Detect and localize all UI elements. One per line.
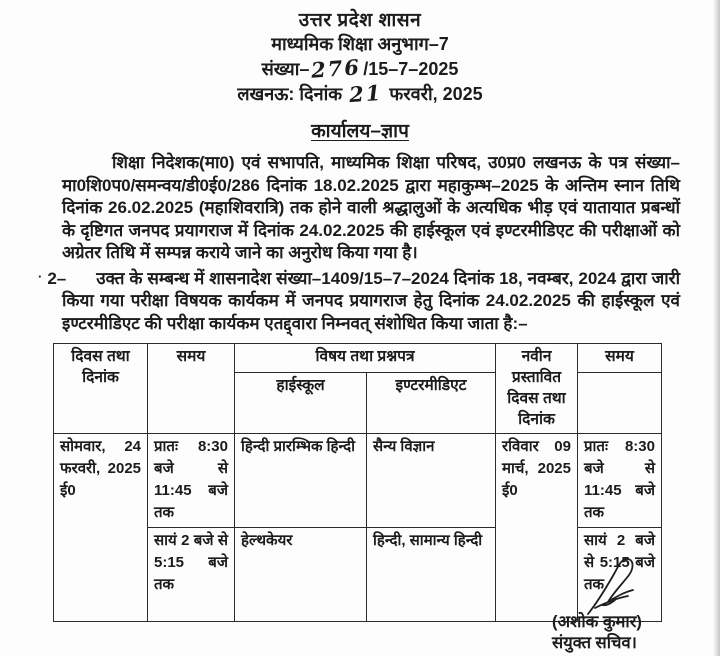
header-new-proposed-day: नवीन प्रस्तावित दिवस तथा दिनांक xyxy=(496,344,578,434)
header-subject-group: विषय तथा प्रश्नपत्र xyxy=(235,344,496,373)
cell-intermediate-morning: सैन्य विज्ञान xyxy=(367,434,496,528)
paragraph-2-bullet: · xyxy=(38,268,43,284)
doc-type-title: कार्यालय–ज्ञाप xyxy=(311,121,409,142)
paragraph-2-number: 2– xyxy=(47,268,67,288)
doc-type-wrap xyxy=(0,117,720,143)
cell-time-evening: सायं 2 बजे से 5:15 बजे तक xyxy=(148,528,235,622)
header-time-2-empty xyxy=(578,372,662,433)
paragraph-1: शिक्षा निदेशक(मा0) एवं सभापति, माध्यमिक शिक्षा परिषद, उ0प्र0 लखनऊ के पत्र संख्या–मा0शि0प0/समन्वय/डी0ई0/286 दिनांक 18.02.2025 द्वारा महाकुम्भ–2025 के अन्तिम स्नान तिथि दिनांक 26.02.2025 (महाशिवरात्रि) तक होने वाली श्रद्धालुओं के अत्यधिक भीड़ एवं यातायात प्रबन्धों के दृष्टिगत जनपद प्रयागराज में दिनांक 24.02.2025 की हाईस्कूल एवं इण्टरमीडिएट की परीक्षाओं को अग्रेतर तिथि में सम्पन्न कराये जाने का अनुरोध किया गया है। xyxy=(62,153,680,262)
cell-time2-evening: सायं 2 बजे से 5:15 बजे तक xyxy=(578,528,662,622)
cell-original-day: सोमवार, 24 फरवरी, 2025 ई0 xyxy=(54,434,148,622)
cell-new-day: रविवार 09 मार्च, 2025 ई0 xyxy=(496,434,578,622)
header-intermediate: इण्टरमीडिएट xyxy=(367,372,496,433)
place-date-prefix: लखनऊ: दिनांक xyxy=(237,84,343,104)
letterhead xyxy=(0,0,720,106)
department-section-line: माध्यमिक शिक्षा अनुभाग–7 xyxy=(271,34,449,54)
letter-number-prefix: संख्या– xyxy=(261,59,310,79)
signature-block xyxy=(552,556,692,654)
date-day-handwritten: 21 xyxy=(348,79,384,108)
letter-number-handwritten: 276 xyxy=(310,54,363,83)
government-title: उत्तर प्रदेश शासन xyxy=(298,10,422,31)
paragraph-2 xyxy=(38,266,680,336)
place-date-suffix: फरवरी, 2025 xyxy=(389,84,483,104)
signature-scribble-icon xyxy=(582,556,654,616)
header-day-date: दिवस तथा दिनांक xyxy=(54,344,148,434)
letter-number-line xyxy=(0,56,720,81)
signatory-designation: संयुक्त सचिव। xyxy=(552,634,637,652)
letter-number-suffix: /15–7–2025 xyxy=(363,59,459,79)
cell-time-morning: प्रातः 8:30 बजे से 11:45 बजे तक xyxy=(148,434,235,528)
memo-body xyxy=(0,152,720,622)
paragraph-2-text: उक्त के सम्बन्ध में शासनादेश संख्या–1409/15–7–2024 दिनांक 18, नवम्बर, 2024 द्वारा जारी किया गया परीक्षा विषयक कार्यकम में जनपद प्रयागराज हेतु दिनांक 24.02.2025 की हाईस्कूल एवं इण्टरमीडिएट की परीक्षा कार्यकम एतद्द्वारा निम्नवत् संशोधित किया जाता है:– xyxy=(62,268,680,333)
cell-time2-morning: प्रातः 8:30 बजे से 11:45 बजे तक xyxy=(578,434,662,528)
cell-intermediate-evening: हिन्दी, सामान्य हिन्दी xyxy=(367,528,496,622)
header-time: समय xyxy=(148,344,235,434)
header-highschool: हाईस्कूल xyxy=(235,372,367,433)
header-time-2: समय xyxy=(578,344,662,373)
cell-highschool-morning: हिन्दी प्रारम्भिक हिन्दी xyxy=(235,434,367,528)
signatory-name: (अशोक कुमार) xyxy=(552,613,642,631)
cell-highschool-evening: हेल्थकेयर xyxy=(235,528,367,622)
place-date-line xyxy=(0,81,720,106)
